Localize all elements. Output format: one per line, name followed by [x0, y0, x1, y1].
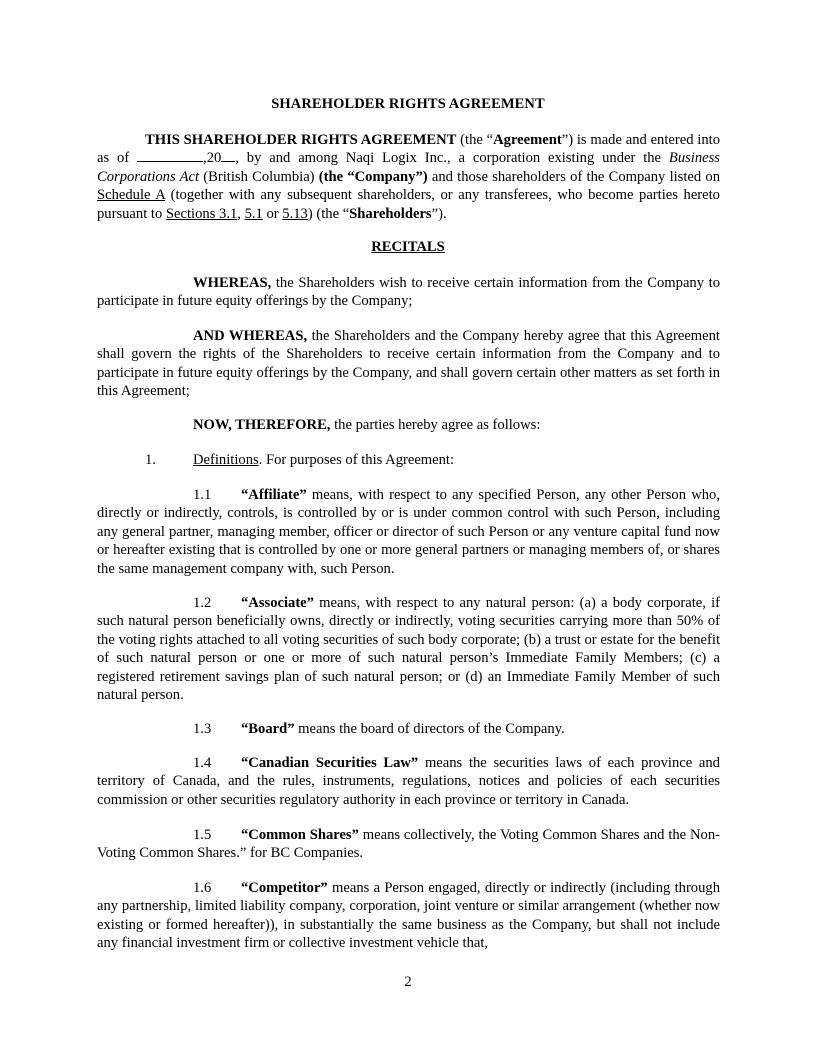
section-3-1-ref: Sections 3.1: [165, 205, 238, 222]
schedule-a-ref: Schedule A: [97, 187, 166, 204]
section-title: Definitions: [193, 452, 259, 468]
term-shareholders: Shareholders: [349, 205, 432, 222]
definition-text: means the board of directors of the Company.: [294, 721, 565, 737]
date-blank: [137, 149, 203, 162]
definition-term: “Canadian Securities Law”: [241, 755, 419, 771]
definition-1-2: [97, 594, 720, 704]
intro-text: ,: [237, 205, 245, 222]
definition-1-6: [97, 879, 720, 953]
section-5-1-ref: 5.1: [244, 205, 263, 222]
definition-text: means the securities laws of each province and territory of Canada, and the rules, instruments, regulations, notices and policies of each securities commission or other securities regulatory authority in each province or territory in Canada.: [97, 755, 720, 808]
now-therefore-lead: NOW, THEREFORE,: [193, 417, 331, 433]
page-number: 2: [404, 974, 412, 990]
definition-term: “Common Shares”: [241, 827, 359, 843]
definition-text: means a Person engaged, directly or indirectly (including through any partnership, limited liability company, corporation, joint venture or similar arrangement (whether now existing or formed hereafter)), in substantially the same business as the Company, but shall not include any financial investment firm or collective investment vehicle that,: [97, 880, 720, 952]
intro-text: (the “: [456, 132, 494, 148]
whereas-text: the Shareholders wish to receive certain information from the Company to participate in future equity offerings by the Company;: [97, 275, 720, 310]
intro-text: ”): [415, 168, 428, 185]
intro-lead: THIS SHAREHOLDER RIGHTS AGREEMENT: [145, 132, 457, 148]
intro-text: ”) is made and entered into as of: [97, 132, 720, 167]
intro-text: (the “: [318, 168, 355, 185]
term-agreement: Agreement: [493, 132, 562, 148]
definition-1-1: [97, 486, 720, 578]
definition-term: “Board”: [241, 721, 295, 737]
term-company: Company: [354, 168, 416, 185]
definition-term: “Associate”: [241, 595, 314, 611]
definition-number: 1.6: [193, 880, 212, 896]
definition-text: means, with respect to any specified Person, any other Person who, directly or indirectly, controls, is controlled by or is under common control with such Person, including any general partner, managing member, officer or director of such Person or any venture capital fund now or hereafter existing that is controlled by one or more general partners or managing members of, or shares the same management company with, such Person.: [97, 487, 720, 577]
definition-number: 1.4: [193, 755, 212, 771]
whereas-text: the Shareholders and the Company hereby agree that this Agreement shall govern the rights of the Shareholders to receive certain information from the Company and to participate in future equity offerings by the Company, and shall govern certain other matters as set forth in this Agreement;: [97, 328, 720, 400]
now-therefore-text: the parties hereby agree as follows:: [330, 417, 541, 433]
whereas-paragraph-2: [97, 327, 720, 401]
whereas-lead: AND WHEREAS,: [193, 328, 308, 344]
definition-1-3: [97, 720, 720, 738]
intro-text: ,20: [203, 150, 222, 167]
definition-text: means, with respect to any natural person: (a) a body corporate, if such natural person beneficially owns, directly or indirectly, voting securities carrying more than 50% of the voting rights attached to all voting securities of such body corporate; (b) a trust or estate for the benefit of such natural person or one or more of such natural person’s Immediate Family Members; (c) a registered retirement savings plan of such natural person; or (d) an Immediate Family Member of such natural person.: [97, 595, 720, 704]
section-5-13-ref: 5.13: [282, 205, 308, 222]
intro-text: (British Columbia): [199, 168, 319, 185]
definition-1-4: [97, 754, 720, 809]
now-therefore-paragraph: [97, 416, 720, 434]
section-1-heading: [145, 451, 720, 469]
intro-text: ”).: [431, 205, 447, 222]
intro-text: or: [262, 205, 283, 222]
section-number: 1.: [145, 452, 156, 468]
document-title: SHAREHOLDER RIGHTS AGREEMENT: [271, 96, 545, 112]
definition-number: 1.5: [193, 827, 212, 843]
definition-term: “Affiliate”: [241, 487, 307, 503]
definition-term: “Competitor”: [241, 880, 328, 896]
definition-number: 1.3: [193, 721, 212, 737]
recitals-heading: RECITALS: [371, 239, 445, 255]
intro-text: ) (the “: [307, 205, 350, 222]
section-text: . For purposes of this Agreement:: [258, 452, 455, 468]
definition-1-5: [97, 826, 720, 863]
whereas-lead: WHEREAS,: [193, 275, 272, 291]
whereas-paragraph-1: [97, 274, 720, 311]
intro-text: and those shareholders of the Company listed on: [427, 168, 721, 185]
definition-number: 1.2: [193, 595, 212, 611]
definition-number: 1.1: [193, 487, 212, 503]
intro-paragraph: [97, 131, 720, 223]
act-name: Business Corporations Act: [97, 150, 720, 185]
intro-text: (together with any subsequent shareholders, or any transferees, who become parties hereto pursuant to: [97, 187, 720, 222]
intro-text: , by and among Naqi Logix Inc., a corporation existing under the: [235, 150, 669, 167]
year-blank: [221, 149, 235, 162]
definition-text: means collectively, the Voting Common Shares and the Non-Voting Common Shares.” for BC Companies.: [97, 827, 720, 862]
